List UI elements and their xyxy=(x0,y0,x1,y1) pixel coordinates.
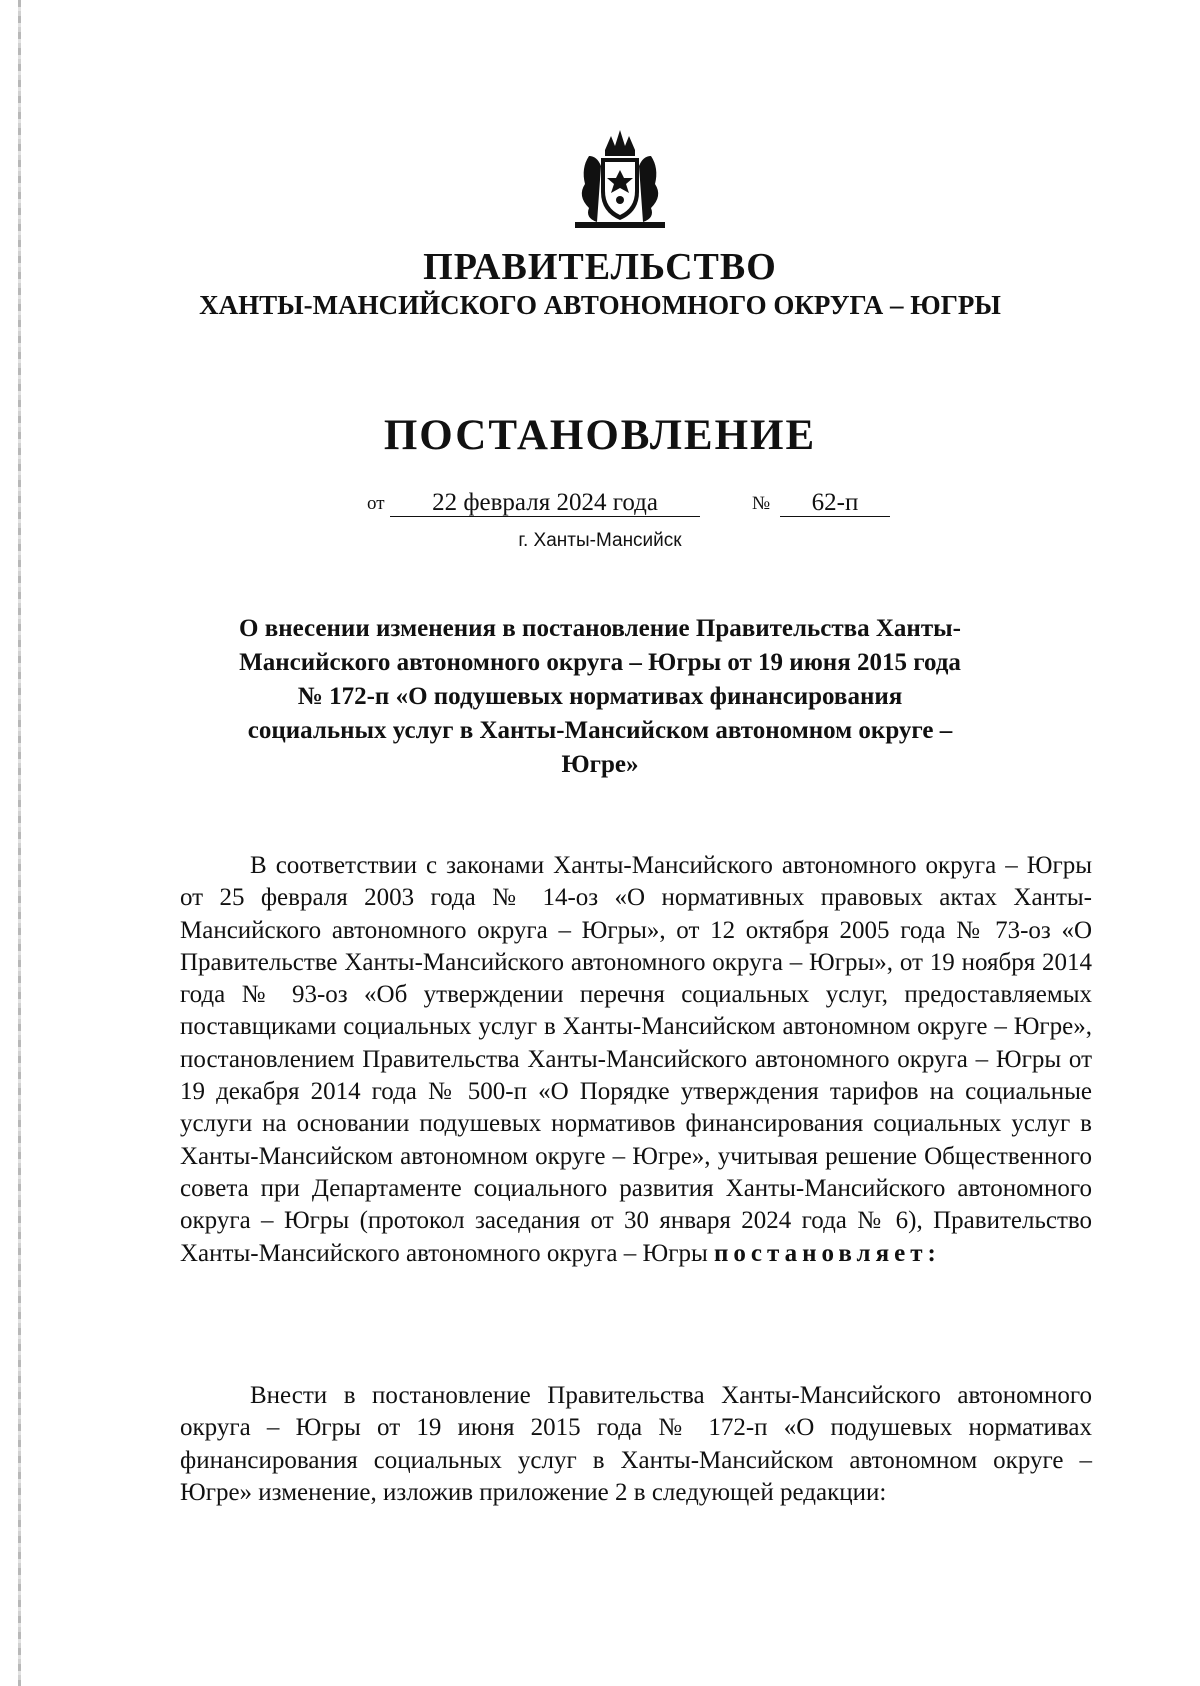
body-paragraph-1 xyxy=(180,850,1092,1270)
government-title: ПРАВИТЕЛЬСТВО xyxy=(423,246,777,288)
paragraph-1-text: В соответствии с законами Ханты-Мансийского автономного округа – Югры от 25 февраля 2003 года № 14-оз «О нормативных правовых актах Ханты-Мансийского автономного округа – Югры», от 12 октября 2005 года № 73-оз «О Правительстве Ханты-Мансийского автономного округа – Югры», от 19 ноября 2014 года № 93-оз «Об утверждении перечня социальных услуг, предоставляемых поставщиками социальных услуг в Ханты-Мансийском автономном округе – Югре», постановлением Правительства Ханты-Мансийского автономного округа – Югры от 19 декабря 2014 года № 500-п «О Порядке утверждения тарифов на социальные услуги на основании подушевых нормативов финансирования социальных услуг в Ханты-Мансийском автономном округе – Югре», учитывая решение Общественного совета при Департаменте социального развития Ханты-Мансийского автономного округа – Югры (протокол заседания от 30 января 2024 года № 6), Правительство Ханты-Мансийского автономного округа – Югры xyxy=(180,852,1092,1267)
date-prefix: от xyxy=(367,493,385,514)
document-date: 22 февраля 2024 года xyxy=(390,490,700,517)
coat-of-arms-icon xyxy=(567,126,673,234)
document-city: г. Ханты-Мансийск xyxy=(518,530,682,551)
resolution-word: постановляет: xyxy=(714,1239,941,1267)
document-heading: О внесении изменения в постановление Правительства Ханты-Мансийского автономного округа – Югры от 19 июня 2015 года № 172-п «О подушевых нормативах финансирования социальных услуг в Ханты-Мансийском автономном округе – Югре» xyxy=(239,615,961,778)
body-paragraph-2: Внести в постановление Правительства Ханты-Мансийского автономного округа – Югры от 19 июня 2015 года № 172-п «О подушевых нормативах финансирования социальных услуг в Ханты-Мансийском автономном округе – Югре» изменение, изложив приложение 2 в следующей редакции: xyxy=(180,1382,1092,1506)
document-type: ПОСТАНОВЛЕНИЕ xyxy=(383,412,817,459)
dateline xyxy=(0,487,1200,521)
number-prefix: № xyxy=(752,493,771,514)
document-number: 62-п xyxy=(780,490,890,517)
government-subtitle: ХАНТЫ-МАНСИЙСКОГО АВТОНОМНОГО ОКРУГА – ЮГРЫ xyxy=(199,290,1001,320)
